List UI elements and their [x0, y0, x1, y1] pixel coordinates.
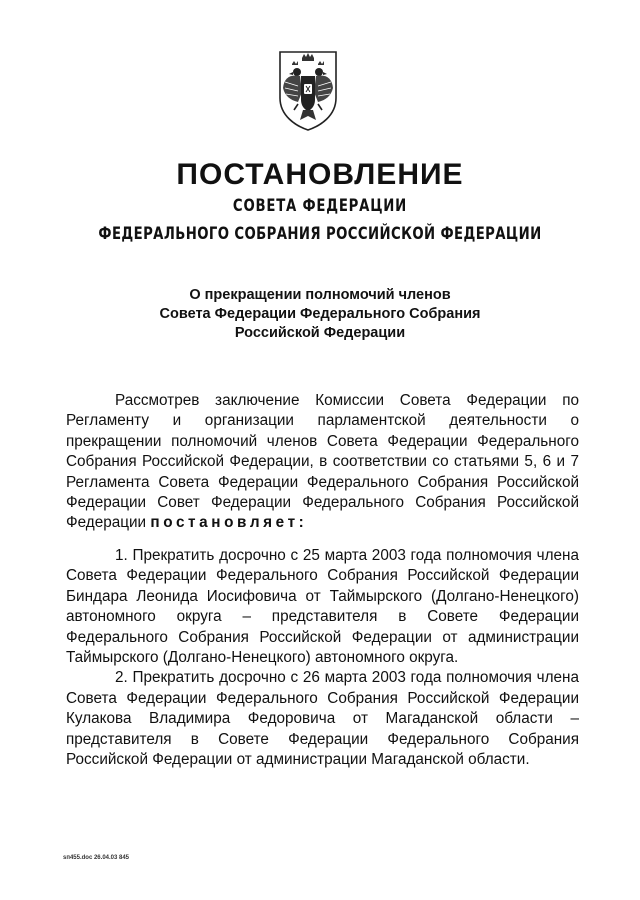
- document-title: ПОСТАНОВЛЕНИЕ: [176, 158, 464, 191]
- file-reference-note: sп455.doc 26.04.03 845: [63, 855, 130, 861]
- resolution-point: 1. Прекратить досрочно с 25 марта 2003 года полномочия члена Совета Федерации Федерального Собрания Российской Федерации Биндара Леонида Иосифовича от Таймырского (Долгано-Ненецкого) автономного округа – представителя в Совете Федерации Федерального Собрания Российской Федерации от администрации Таймырского (Долгано-Ненецкого) автономного округа.: [66, 547, 579, 667]
- document-subject: [0, 286, 640, 343]
- resolution-point: 2. Прекратить досрочно с 26 марта 2003 года полномочия члена Совета Федерации Федерального Собрания Российской Федерации Кулакова Владимира Федоровича от Магаданской области – представителя в Совете Федерации Федерального Собрания Российской Федерации от администрации Магаданской области.: [66, 669, 579, 769]
- preamble-paragraph: [66, 391, 579, 534]
- subject-line: О прекращении полномочий членов: [189, 287, 451, 303]
- issuing-body-line-1: СОВЕТА ФЕДЕРАЦИИ: [232, 196, 408, 216]
- subject-line: Российской Федерации: [234, 325, 406, 341]
- issuing-body-line-2: ФЕДЕРАЛЬНОГО СОБРАНИЯ РОССИЙСКОЙ ФЕДЕРАЦИИ: [98, 224, 542, 244]
- subject-line: Совета Федерации Федерального Собрания: [159, 306, 481, 322]
- preamble-text: Рассмотрев заключение Комиссии Совета Федерации по Регламенту и организации парламентской деятельности о прекращении полномочий членов Совета Федерации Федерального Собрания Российской Федерации, в соответствии со статьями 5, 6 и 7 Регламента Совета Федерации Федерального Собрания Российской Федерации Совет Федерации Федерального Собрания Российской Федерации: [66, 392, 579, 532]
- coat-of-arms-icon: [276, 48, 340, 132]
- decree-word: постановляет:: [150, 514, 308, 532]
- resolution-points: [66, 546, 579, 770]
